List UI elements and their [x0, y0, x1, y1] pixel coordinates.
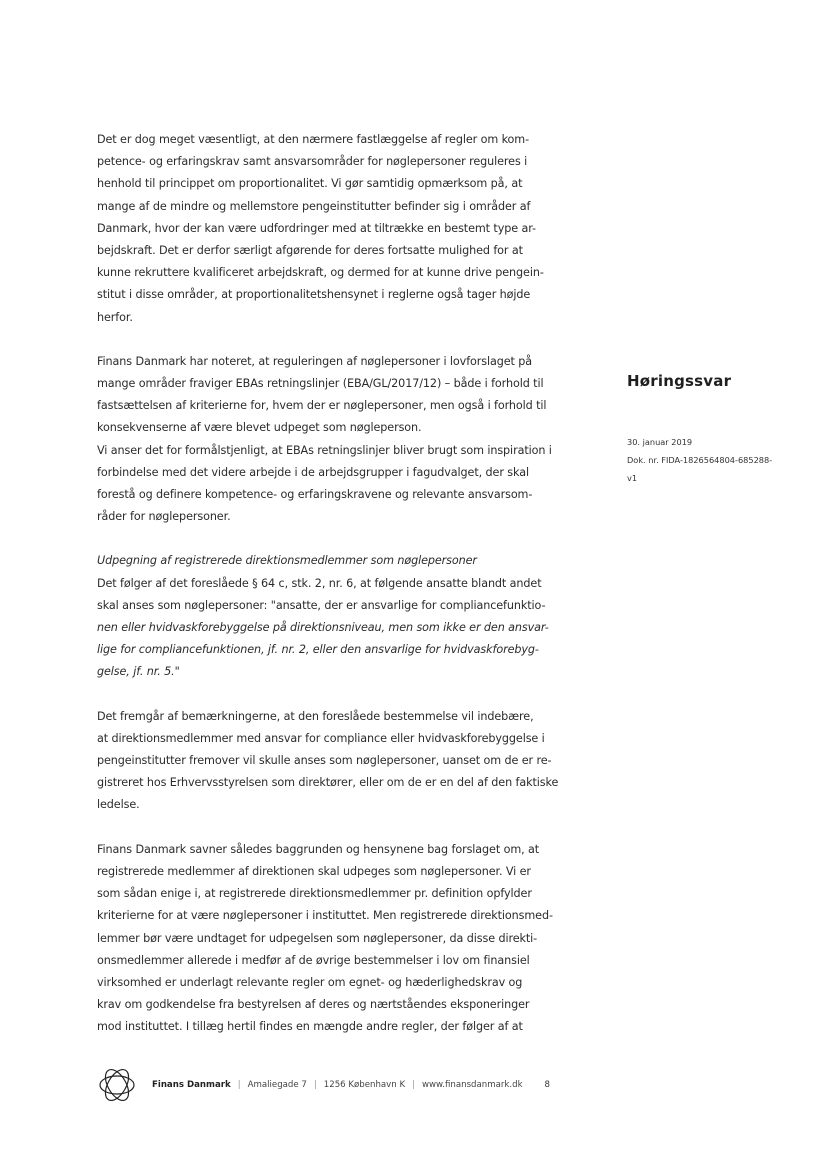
- footer-separator: |: [313, 1080, 317, 1090]
- document-body: [97, 129, 571, 1039]
- footer-city: 1256 København K: [323, 1080, 406, 1090]
- footer-street: Amaliegade 7: [247, 1080, 307, 1090]
- paragraph-2: Finans Danmark har noteret, at reguleringen af nøglepersoner i lovforslaget på mange områder fraviger EBAs retningslinjer (EBA/GL/2017/12) – både i forhold til fastsættelsen af kriterierne for, hvem der er nøglepersoner, men også i forhold til konsekvenserne af være blevet udpeget som nøgleperson. Vi anser det for formålstjenligt, at EBAs retningslinjer bliver brugt som inspiration i forbindelse med det videre arbejde i de arbejdsgrupper i fagudvalget, der skal forestå og definere kompetence- og erfaringskravene og relevante ansvarsom- råder for nøglepersoner.: [97, 354, 552, 524]
- paragraph-4: Det fremgår af bemærkningerne, at den foreslåede bestemmelse vil indebære, at direktionsmedlemmer med ansvar for compliance eller hvidvaskforebyggelse i pengeinstitutter fremover vil skulle anses som nøglepersoner, uanset om de er re- gistreret hos Erhvervsstyrelsen som direktører, eller om de er en del af den faktiske ledelse.: [97, 709, 559, 812]
- finans-danmark-logo-icon: [96, 1064, 138, 1106]
- page-number: 8: [544, 1080, 551, 1090]
- footer-website-link[interactable]: www.finansdanmark.dk: [421, 1080, 523, 1090]
- document-date: 30. januar 2019: [627, 437, 693, 447]
- page-footer: [96, 1060, 616, 1110]
- paragraph-3: Udpegning af registrerede direktionsmedlemmer som nøglepersoner Det følger af det foreslåede § 64 c, stk. 2, nr. 6, at følgende ansatte blandt andet skal anses som nøglepersoner: "ansatte, der er ansvarlige for compliancefunktio- nen eller hvidvaskforebyggelse på direktionsniveau, men som ikke er den ansvar- lige for compliancefunktionen, jf. nr. 2, eller den ansvarlige for hvidvaskforebyg- gelse, jf. nr. 5.": [97, 554, 549, 679]
- paragraph-5: Finans Danmark savner således baggrunden og hensynene bag forslaget om, at registrerede medlemmer af direktionen skal udpeges som nøglepersoner. Vi er som sådan enige i, at registrerede direktionsmedlemmer pr. definition opfylder kriterierne for at være nøglepersoner i instituttet. Men registrerede direktionsmed- lemmer bør være undtaget for udpegelsen som nøglepersoner, da disse direkti- onsmedlemmer allerede i medfør af de øvrige bestemmelser i lov om finansiel virksomhed er underlagt relevante regler om egnet- og hæderlighedskrav og krav om godkendelse fra bestyrelsen af deres og nærtståendes eksponeringer mod instituttet. I tillæg hertil findes en mængde andre regler, der følger af at: [97, 842, 553, 1034]
- document-version: v1: [627, 473, 638, 483]
- sidebar: [627, 372, 827, 487]
- paragraph-1: Det er dog meget væsentligt, at den nærmere fastlæggelse af regler om kom- petence- og erfaringskrav samt ansvarsområder for nøglepersoner reguleres i henhold til princippet om proportionalitet. Vi gør samtidig opmærksom på, at mange af de mindre og mellemstore pengeinstitutter befinder sig i områder af Danmark, hvor der kan være udfordringer med at tiltrække en bestemt type ar- bejdskraft. Det er derfor særligt afgørende for deres fortsatte mulighed for at kunne rekruttere kvalificeret arbejdskraft, og dermed for at kunne drive pengein- stitut i disse områder, at proportionalitetshensynet i reglerne også tager højde herfor.: [97, 133, 544, 324]
- document-meta: [627, 433, 827, 487]
- document-number: Dok. nr. FIDA-1826564804-685288-: [627, 455, 773, 465]
- footer-separator: |: [237, 1080, 241, 1090]
- footer-separator: |: [412, 1080, 415, 1090]
- footer-brand: Finans Danmark: [152, 1080, 231, 1090]
- document-type-title: Høringssvar: [627, 372, 732, 390]
- section-heading: Udpegning af registrerede direktionsmedlemmer som nøglepersoner: [97, 554, 477, 568]
